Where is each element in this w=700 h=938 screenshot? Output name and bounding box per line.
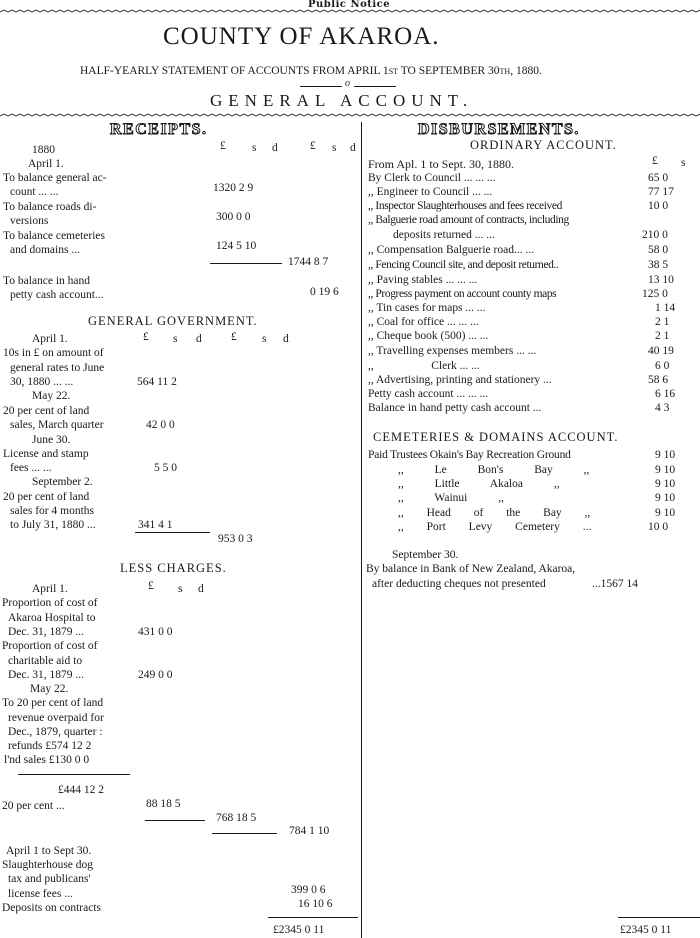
lc-line: May 22. <box>30 683 69 695</box>
value-total1: 1744 8 7 <box>288 256 329 268</box>
disb-col-pound: £ <box>652 155 658 167</box>
cem-bank-value: ...1567 14 <box>592 578 638 590</box>
receipts-line: versions <box>10 215 49 227</box>
cem-item-value: 9 10 <box>655 449 676 461</box>
receipts-year: 1880 <box>32 144 55 156</box>
gg-line: June 30. <box>32 434 71 446</box>
lc-line: revenue overpaid for <box>8 712 104 724</box>
disb-item-label: ,, Inspector Slaughterhouses and fees received <box>368 200 562 212</box>
col-s-2: s <box>332 142 337 154</box>
value-roads: 300 0 0 <box>216 211 251 223</box>
lc-line: To 20 per cent of land <box>2 697 104 709</box>
col-pound-1: £ <box>220 140 226 152</box>
lc-sum-rule <box>145 820 205 821</box>
lc-value-charges: 768 18 5 <box>216 812 257 824</box>
disb-total-rule <box>618 917 700 918</box>
lc-date: April 1. <box>32 583 68 595</box>
value-cemeteries: 124 5 10 <box>216 240 257 252</box>
gg-line: to July 31, 1880 ... <box>10 519 96 531</box>
cem-bank-line1: By balance in Bank of New Zealand, Akaroa, <box>366 563 576 575</box>
lc-line: l'nd sales £130 0 0 <box>4 754 90 766</box>
disb-item-value: 10 0 <box>648 200 669 212</box>
cem-bank-line2: after deducting cheques not presented <box>372 578 546 590</box>
sl-line: license fees ... <box>8 888 73 900</box>
disb-item-label: ,, Progress payment on account county maps <box>368 288 557 300</box>
lc-line: Proportion of cost of <box>2 640 98 652</box>
receipts-total: £2345 0 11 <box>273 924 325 936</box>
sl-line: tax and publicans' <box>8 873 91 885</box>
disb-item-label: By Clerk to Council ... ... ... <box>368 172 496 184</box>
col-d-1: d <box>272 142 278 154</box>
cem-item-value: 9 10 <box>655 492 676 504</box>
cem-item-value: 9 10 <box>655 464 676 476</box>
disb-item-label: ,, Balguerie road amount of contracts, including <box>368 214 569 226</box>
receipts-line: To balance general ac- <box>3 172 107 184</box>
subtitle-post: , 1880. <box>510 65 542 77</box>
lc-line: Dec., 1879, quarter : <box>8 726 103 738</box>
sl-value-fees: 399 0 6 <box>291 884 326 896</box>
gg-line: September 2. <box>32 476 93 488</box>
page-title: COUNTY OF AKAROA. <box>163 23 440 50</box>
column-divider <box>361 122 362 938</box>
cem-item-value: 9 10 <box>655 507 676 519</box>
sum-rule <box>210 263 282 264</box>
disb-item-label: Petty cash account ... ... ... <box>368 388 489 400</box>
receipts-line: and domains ... <box>10 244 80 256</box>
gg-line: general rates to June <box>10 362 105 374</box>
gg-line: 20 per cent of land <box>3 491 90 503</box>
disb-item-label: ,, Travelling expenses members ... ... <box>368 345 537 357</box>
disb-item-value: 13 10 <box>648 274 674 286</box>
cem-item-label: ,, Little Akaloa ,, <box>398 478 560 490</box>
section-rule <box>0 112 700 120</box>
value-general: 1320 2 9 <box>213 182 254 194</box>
disb-col-s: s <box>681 157 686 169</box>
lc-value-diff: £444 12 2 <box>58 784 104 796</box>
ordinary-account-heading: ORDINARY ACCOUNT. <box>470 138 617 152</box>
sl-line: Deposits on contracts <box>2 902 102 914</box>
disb-item-value: 4 3 <box>655 402 670 414</box>
general-gov-heading: GENERAL GOVERNMENT. <box>88 314 258 328</box>
gg-col-s-2: s <box>262 333 267 345</box>
cem-item-label: ,, Head of the Bay ,, <box>398 507 591 519</box>
disb-item-value: 6 16 <box>655 388 676 400</box>
sl-line: April 1 to Sept 30. <box>6 845 92 857</box>
disb-item-label: Balance in hand petty cash account ... <box>368 402 542 414</box>
divider-mark: o <box>345 78 350 89</box>
disb-item-label: ,, Tin cases for maps ... ... <box>368 302 486 314</box>
cem-item-value: 10 0 <box>648 521 669 533</box>
cem-item-label: ,, Port Levy Cemetery ... <box>398 521 592 533</box>
subtitle-mid: TO SEPTEMBER 30 <box>398 65 500 77</box>
disb-item-value: 2 1 <box>655 316 670 328</box>
lc-line: Dec. 31, 1879 ... <box>8 669 85 681</box>
lc-value-net: 784 1 10 <box>289 825 330 837</box>
lc-line: refunds £574 12 2 <box>8 740 92 752</box>
gg-value-land4: 341 4 1 <box>138 519 173 531</box>
statement-subtitle <box>80 66 542 78</box>
subtitle-st: ST <box>388 67 399 76</box>
gg-line: May 22. <box>32 390 71 402</box>
receipts-date: April 1. <box>28 158 64 170</box>
lc-line: Dec. 31, 1879 ... <box>8 626 85 638</box>
lc-line: Proportion of cost of <box>2 597 98 609</box>
lc-diff-rule <box>18 774 130 775</box>
lc-col-d: d <box>198 583 204 595</box>
disb-item-value: 210 0 <box>642 229 668 241</box>
divider-left <box>300 86 342 87</box>
public-notice-label: Public Notice <box>308 0 391 10</box>
cemeteries-heading: CEMETERIES & DOMAINS ACCOUNT. <box>373 430 619 444</box>
receipts-line: count ... ... <box>10 186 59 198</box>
subtitle-th: TH <box>499 67 511 76</box>
gg-col-d-1: d <box>196 333 202 345</box>
receipts-total-rule <box>268 917 358 918</box>
gg-line: sales, March quarter <box>10 419 104 431</box>
sl-value-deposits: 16 10 6 <box>298 898 333 910</box>
gg-col-d-2: d <box>283 333 289 345</box>
lc-label-20pc: 20 per cent ... <box>2 800 65 812</box>
col-d-2: d <box>350 142 356 154</box>
lc-line: Akaroa Hospital to <box>8 612 96 624</box>
less-charges-heading: LESS CHARGES. <box>120 561 227 575</box>
cem-date: September 30. <box>392 549 459 561</box>
gg-sum-rule <box>135 532 210 533</box>
disb-total: £2345 0 11 <box>620 924 672 936</box>
receipts-line: petty cash account... <box>10 289 104 301</box>
subtitle-pre: HALF-YEARLY STATEMENT OF ACCOUNTS FROM APRIL 1 <box>80 65 389 77</box>
disb-item-label: ,, Compensation Balguerie road... ... <box>368 244 535 256</box>
disb-item-value: 40 19 <box>648 345 674 357</box>
disb-item-value: 58 6 <box>648 374 669 386</box>
cem-item-value: 9 10 <box>655 478 676 490</box>
cem-item-label: Paid Trustees Okain's Bay Recreation Ground <box>368 449 571 461</box>
lc-col-s: s <box>178 583 183 595</box>
disb-item-value: 6 0 <box>655 360 670 372</box>
account-title: GENERAL ACCOUNT. <box>210 91 474 110</box>
col-s-1: s <box>252 142 257 154</box>
disb-item-label: ,, Cheque book (500) ... ... <box>368 330 489 342</box>
disb-item-value: 2 1 <box>655 330 670 342</box>
gg-col-pound-2: £ <box>231 331 237 343</box>
receipts-heading: RECEIPTS. <box>110 121 208 138</box>
disb-item-label: ,, Coal for office ... ... ... <box>368 316 479 328</box>
disb-item-label: ,, Engineer to Council ... ... <box>368 186 493 198</box>
gg-line: 20 per cent of land <box>3 405 90 417</box>
disb-item-label: deposits returned ... ... <box>393 229 495 241</box>
gg-line: fees ... ... <box>10 462 52 474</box>
receipts-line: To balance roads di- <box>3 201 97 213</box>
gg-line: 30, 1880 ... ... <box>10 376 74 388</box>
value-petty: 0 19 6 <box>310 286 339 298</box>
gg-line: sales for 4 months <box>10 505 95 517</box>
lc-value-20pc: 88 18 5 <box>146 798 181 810</box>
lc-line: charitable aid to <box>8 655 83 667</box>
gg-value-rates: 564 11 2 <box>137 376 177 388</box>
disb-item-value: 38 5 <box>648 259 669 271</box>
lc-net-rule <box>212 833 277 834</box>
gg-line: License and stamp <box>3 448 89 460</box>
gg-value-land: 42 0 0 <box>146 419 175 431</box>
gg-value-license: 5 5 0 <box>154 462 177 474</box>
disb-item-label: ,, Paving stables ... ... ... <box>368 274 478 286</box>
gg-col-pound-1: £ <box>143 331 149 343</box>
disb-item-value: 65 0 <box>648 172 669 184</box>
lc-col-pound: £ <box>148 580 154 592</box>
disb-item-label: ,, Advertising, printing and stationery ... <box>368 374 552 386</box>
disb-item-value: 1 14 <box>655 302 676 314</box>
col-pound-2: £ <box>310 140 316 152</box>
sl-line: Slaughterhouse dog <box>2 859 94 871</box>
gg-line: 10s in £ on amount of <box>3 347 104 359</box>
disb-item-value: 77 17 <box>648 186 674 198</box>
receipts-line: To balance cemeteries <box>3 230 105 242</box>
gg-value-sum: 953 0 3 <box>218 533 253 545</box>
disb-item-label: ,, Fencing Council site, and deposit returned.. <box>368 259 559 271</box>
cem-item-label: ,, Le Bon's Bay ,, <box>398 464 590 476</box>
divider-right <box>354 86 396 87</box>
lc-value-charitable: 249 0 0 <box>138 669 173 681</box>
disb-item-value: 58 0 <box>648 244 669 256</box>
disb-item-value: 125 0 <box>642 288 668 300</box>
disb-item-label: ,, Clerk ... ... <box>368 360 480 372</box>
receipts-line: To balance in hand <box>3 275 91 287</box>
gg-col-s-1: s <box>173 333 178 345</box>
lc-value-hospital: 431 0 0 <box>138 626 173 638</box>
gg-date: April 1. <box>32 333 68 345</box>
disb-period: From Apl. 1 to Sept. 30, 1880. <box>368 157 515 171</box>
masthead-rule <box>0 8 700 16</box>
disbursements-heading: DISBURSEMENTS. <box>418 121 580 138</box>
cem-item-label: ,, Wainui ,, <box>398 492 504 504</box>
